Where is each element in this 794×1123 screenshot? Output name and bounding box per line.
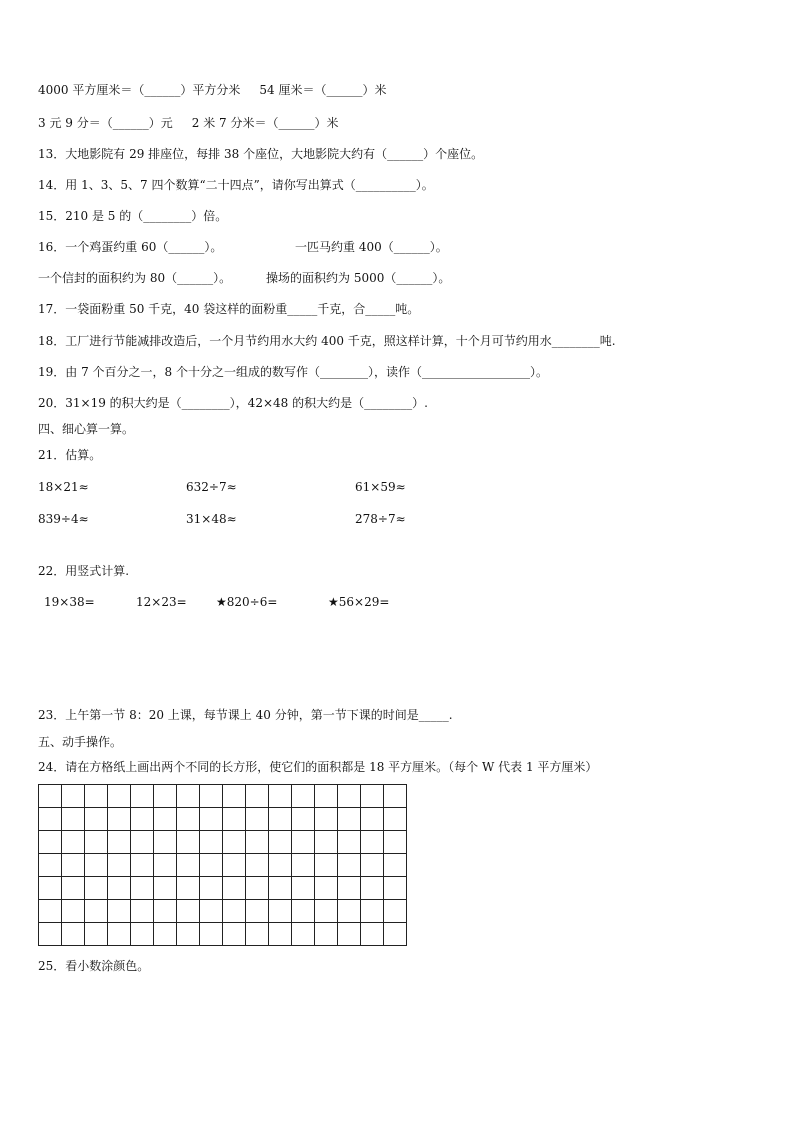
question-13: 13．大地影院有 29 排座位，每排 38 个座位，大地影院大约有（______）个座位。 xyxy=(38,147,484,161)
estimate-item: 61×59≈ xyxy=(355,480,406,494)
question-18: 18．工厂进行节能减排改造后，一个月节约用水大约 400 千克，照这样计算，十个月可节约用水________吨. xyxy=(38,334,616,348)
question-24: 24．请在方格纸上画出两个不同的长方形，使它们的面积都是 18 平方厘米。（每个 W 代表 1 平方厘米） xyxy=(38,760,598,774)
vertical-calc-item: ★820÷6= xyxy=(216,595,278,609)
question-17: 17．一袋面粉重 50 千克，40 袋这样的面粉重_____千克，合_____吨。 xyxy=(38,302,420,316)
question-16-playground: 操场的面积约为 5000（______）。 xyxy=(266,271,451,285)
estimate-item: 839÷4≈ xyxy=(38,512,89,526)
question-22: 22．用竖式计算. xyxy=(38,564,130,578)
vertical-calc-item: ★56×29= xyxy=(328,595,390,609)
line-unit-conversion-2: 3 元 9 分＝（______）元 2 米 7 分米＝（______）米 xyxy=(38,116,339,130)
vertical-calc-item: 12×23= xyxy=(136,595,187,609)
estimate-item: 278÷7≈ xyxy=(355,512,406,526)
section-4-heading: 四、细心算一算。 xyxy=(38,422,135,436)
question-16-envelope: 一个信封的面积约为 80（______）。 xyxy=(38,271,232,285)
question-25: 25．看小数涂颜色。 xyxy=(38,959,150,973)
question-16-egg: 16．一个鸡蛋约重 60（______）。 xyxy=(38,240,223,254)
question-14: 14．用 1、3、5、7 四个数算“二十四点”，请你写出算式（__________）。 xyxy=(38,178,434,192)
estimate-item: 31×48≈ xyxy=(186,512,237,526)
estimate-item: 632÷7≈ xyxy=(186,480,237,494)
line-unit-conversion-1: 4000 平方厘米＝（______）平方分米 54 厘米＝（______）米 xyxy=(38,83,387,97)
square-grid-paper[interactable] xyxy=(38,784,407,946)
section-5-heading: 五、动手操作。 xyxy=(38,735,123,749)
question-23: 23．上午第一节 8：20 上课，每节课上 40 分钟，第一节下课的时间是_____. xyxy=(38,708,453,722)
question-16-horse: 一匹马约重 400（______）。 xyxy=(295,240,448,254)
question-21: 21．估算。 xyxy=(38,448,102,462)
question-20: 20．31×19 的积大约是（________），42×48 的积大约是（________）. xyxy=(38,396,428,410)
question-19: 19．由 7 个百分之一，8 个十分之一组成的数写作（________），读作（__________________）。 xyxy=(38,365,548,379)
question-15: 15．210 是 5 的（________）倍。 xyxy=(38,209,228,223)
vertical-calc-item: 19×38= xyxy=(44,595,95,609)
estimate-item: 18×21≈ xyxy=(38,480,89,494)
